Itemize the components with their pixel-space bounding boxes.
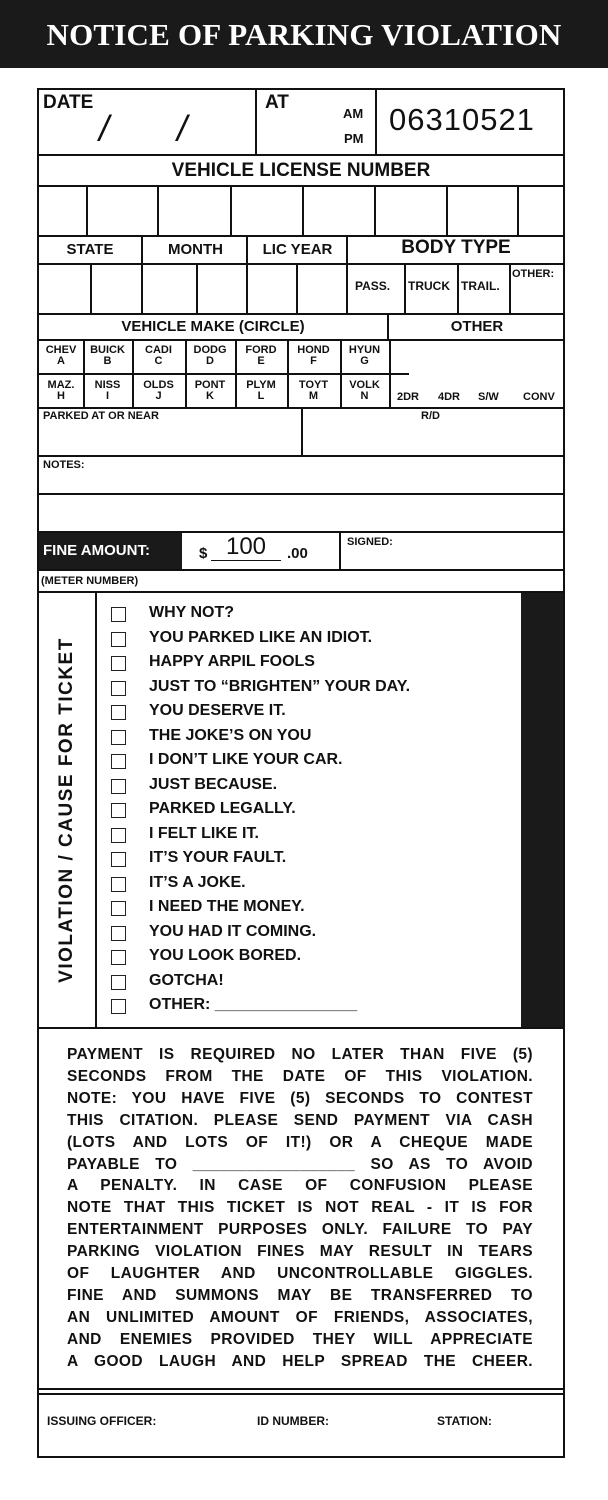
issuing-officer-label: ISSUING OFFICER: [47,1414,157,1428]
station-label: STATION: [437,1414,492,1428]
make-option[interactable] [341,380,388,402]
at-label: AT [265,92,289,113]
fine-dollar: $ [199,545,208,562]
violation-checkbox[interactable] [111,803,126,818]
make-name: MAZ. [47,379,75,391]
violation-checkbox[interactable] [111,950,126,965]
body-other[interactable]: OTHER: [512,268,555,280]
make-name: BUICK [90,344,125,356]
payment-line: A GOOD LAUGH AND HELP SPREAD THE CHEER. [67,1352,533,1370]
payment-line: OF LAUGHTER AND UNCONTROLLABLE GIGGLES. [67,1265,533,1282]
make-code: K [206,390,214,402]
make-code: N [360,390,369,402]
make-option[interactable] [288,380,339,402]
payment-line: (LOTS AND LOTS OF IT!) OR A CHEQUE MADE [67,1133,533,1151]
make-option[interactable] [341,345,388,367]
make-option[interactable] [84,380,131,402]
violation-checkbox[interactable] [111,926,126,941]
door-2dr[interactable]: 2DR [397,391,420,403]
violation-item-label: OTHER: ________________ [149,996,358,1013]
vehicle-make-label: VEHICLE MAKE (CIRCLE) [121,318,305,335]
make-code: H [57,390,65,402]
make-code: D [206,355,214,367]
license-number-label: VEHICLE LICENSE NUMBER [171,160,431,181]
payment-line: A PENALTY. IN CASE OF CONFUSION PLEASE [67,1177,533,1195]
violation-side-label: VIOLATION / CAUSE FOR TICKET [56,637,77,983]
make-name: NISS [94,379,121,391]
violation-checkbox[interactable] [111,779,126,794]
make-name: FORD [245,344,277,356]
violation-checkbox[interactable] [111,901,126,916]
make-name: HOND [297,344,330,356]
payment-line: PARKING VIOLATION FINES MAY RESULT IN TEARS [67,1243,533,1261]
body-pass[interactable]: PASS. [355,279,391,293]
make-code: G [360,355,369,367]
notes-label: NOTES: [43,459,85,471]
make-name: VOLK [349,379,380,391]
make-name: OLDS [143,379,174,391]
make-option[interactable] [186,345,234,367]
violation-item-label: YOU LOOK BORED. [149,947,302,964]
body-type-label: BODY TYPE [401,237,511,258]
make-code: J [155,390,162,402]
ticket-number: 06310521 [389,102,535,137]
violation-item-label: IT’S A JOKE. [149,873,246,891]
violation-checkbox[interactable] [111,705,126,720]
violation-checkbox[interactable] [111,681,126,696]
make-code: F [310,355,317,367]
violation-checkbox[interactable] [111,828,126,843]
violation-checkbox[interactable] [111,975,126,990]
violation-item-label: YOU PARKED LIKE AN IDIOT. [149,628,373,646]
payment-line: SECONDS FROM THE DATE OF THIS VIOLATION. [67,1067,533,1085]
payment-line: AND ENEMIES PROVIDED THEY WILL APPRECIATE [67,1330,533,1348]
violation-checkbox[interactable] [111,877,126,892]
date-slash-2: / [177,108,188,149]
violation-checkbox[interactable] [111,754,126,769]
fine-cents: .00 [287,545,308,562]
payment-line: NOTE: YOU HAVE FIVE (5) SECONDS TO CONTEST [67,1089,533,1107]
violation-item-label: I FELT LIKE IT. [149,824,259,842]
violation-item-label: PARKED LEGALLY. [149,800,296,817]
make-code: C [154,355,163,367]
violation-item-label: YOU HAD IT COMING. [149,922,317,940]
am-label[interactable]: AM [343,106,364,121]
violation-dark-bar [521,593,563,1027]
violation-item-label: HAPPY ARPIL FOOLS [149,653,315,670]
make-name: CADI [145,344,172,356]
violation-item-label: WHY NOT? [149,604,235,621]
make-code: I [105,390,110,402]
make-option[interactable] [40,345,82,367]
payment-line: AN UNLIMITED AMOUNT OF FRIENDS, ASSOCIATES, [67,1308,533,1326]
payment-line: ENTERTAINMENT PURPOSES ONLY. FAILURE TO PAY [67,1221,533,1239]
payment-line: NOTE THAT THIS TICKET IS NOT REAL - IT IS FOR [67,1199,533,1217]
month-label: MONTH [168,241,223,258]
pm-label[interactable]: PM [344,131,364,146]
lic-year-label: LIC YEAR [262,241,333,258]
violation-item-label: THE JOKE’S ON YOU [149,726,312,744]
make-name: DODG [193,344,227,356]
door-sw[interactable]: S/W [478,391,499,403]
payment-line: FINE AND SUMMONS MAY BE TRANSFERRED TO [67,1286,533,1304]
parked-at-label: PARKED AT OR NEAR [43,410,159,422]
violation-item-label: JUST TO “BRIGHTEN” YOUR DAY. [149,677,411,695]
violation-item-label: I DON’T LIKE YOUR CAR. [149,751,343,768]
make-option[interactable] [236,345,286,367]
make-option[interactable] [133,345,184,367]
make-name: PLYM [246,379,276,391]
state-label: STATE [66,241,114,258]
violation-item-label: JUST BECAUSE. [149,775,278,793]
ticket-form [37,88,565,1458]
body-trail[interactable]: TRAIL. [461,279,500,293]
payment-line: PAYMENT IS REQUIRED NO LATER THAN FIVE (5) [67,1046,533,1063]
make-name: HYUN [348,344,381,356]
make-name: TOYT [298,379,329,391]
violation-item-label: I NEED THE MONEY. [149,898,305,915]
door-4dr[interactable]: 4DR [438,391,461,403]
date-label: DATE [43,92,94,113]
date-slash-1: / [99,108,110,149]
make-option[interactable] [40,380,82,402]
violation-checkbox[interactable] [111,852,126,867]
violation-checkbox[interactable] [111,607,126,622]
violation-item-label: IT’S YOUR FAULT. [149,849,287,866]
violation-checkbox[interactable] [111,730,126,745]
payment-line: THIS CITATION. PLEASE SEND PAYMENT VIA CASH [67,1111,533,1129]
make-name: CHEV [45,344,77,356]
make-other-label: OTHER [450,318,504,335]
fine-amount-label: FINE AMOUNT: [43,542,150,559]
page-title: NOTICE OF PARKING VIOLATION [0,0,608,68]
body-truck[interactable]: TRUCK [408,279,450,293]
door-conv[interactable]: CONV [523,391,555,403]
make-option[interactable] [84,345,131,367]
make-name: PONT [194,379,226,391]
fine-amount-value[interactable]: 100 [211,534,281,561]
violation-checkbox[interactable] [111,632,126,647]
signed-label: SIGNED: [347,536,393,548]
make-option[interactable] [133,380,184,402]
violation-side-area [39,593,95,1027]
make-code: M [308,390,319,402]
make-code: L [257,390,265,402]
make-code: E [257,355,265,367]
violation-item-label: YOU DESERVE IT. [149,702,286,719]
payment-line: PAYABLE TO __________________ SO AS TO AVOID [67,1155,533,1173]
violation-checkbox[interactable] [111,999,126,1014]
make-option[interactable] [236,380,286,402]
violation-item-label: GOTCHA! [149,971,224,989]
make-code: A [57,355,65,367]
make-code: B [103,355,112,367]
rd-label: R/D [421,410,440,422]
make-option[interactable] [288,345,339,367]
violation-checkbox[interactable] [111,656,126,671]
make-option[interactable] [186,380,234,402]
id-number-label: ID NUMBER: [257,1414,329,1428]
meter-number-label: (METER NUMBER) [41,575,139,587]
